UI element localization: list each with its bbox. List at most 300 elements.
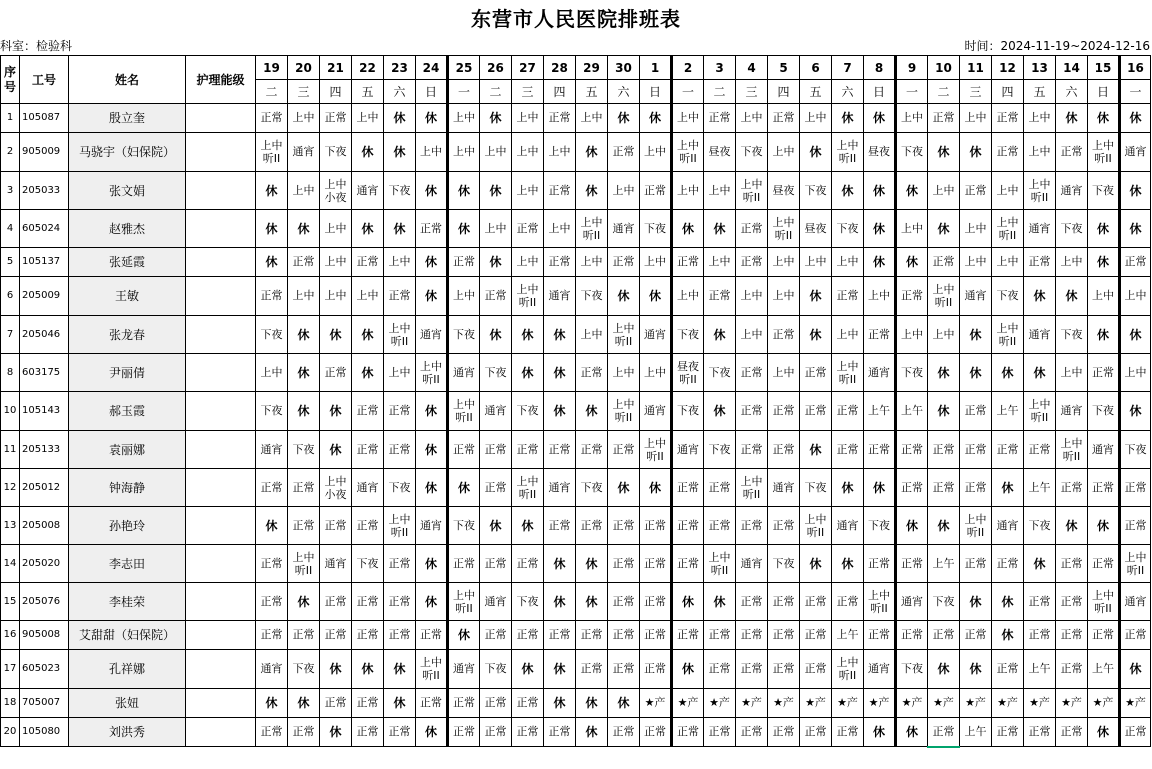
shift-cell: ★产 bbox=[1056, 689, 1088, 718]
shift-cell: 正常 bbox=[992, 650, 1024, 689]
level-cell bbox=[186, 718, 256, 747]
shift-cell: 休 bbox=[544, 354, 576, 392]
shift-cell: 上中 听II bbox=[288, 545, 320, 583]
shift-cell: 下夜 bbox=[288, 650, 320, 689]
shift-cell: 正常 bbox=[1024, 431, 1056, 469]
shift-cell: 休 bbox=[1120, 210, 1151, 248]
shift-cell: 休 bbox=[864, 248, 896, 277]
shift-cell: 上中 bbox=[704, 172, 736, 210]
shift-cell: 休 bbox=[576, 172, 608, 210]
shift-cell: 通宵 bbox=[672, 431, 704, 469]
shift-cell: 上中 bbox=[896, 316, 928, 354]
shift-cell: 正常 bbox=[288, 621, 320, 650]
shift-cell: 正常 bbox=[576, 431, 608, 469]
seq-cell: 1 bbox=[1, 104, 20, 133]
shift-cell: 上中 bbox=[384, 354, 416, 392]
table-row bbox=[1, 507, 1151, 545]
shift-cell: 休 bbox=[320, 650, 352, 689]
shift-cell: 上午 bbox=[896, 392, 928, 431]
shift-cell: ★产 bbox=[736, 689, 768, 718]
shift-cell: 正常 bbox=[768, 650, 800, 689]
shift-cell: 上中 bbox=[1088, 277, 1120, 316]
shift-cell: 正常 bbox=[320, 354, 352, 392]
shift-cell: 昼夜 bbox=[704, 133, 736, 172]
shift-cell: 通宵 bbox=[960, 277, 992, 316]
shift-cell: 正常 bbox=[704, 469, 736, 507]
shift-cell: 上中 bbox=[512, 248, 544, 277]
shift-cell: 正常 bbox=[736, 583, 768, 621]
shift-cell: 正常 bbox=[928, 431, 960, 469]
shift-cell: 下夜 bbox=[1088, 392, 1120, 431]
name-cell: 尹丽倩 bbox=[69, 354, 186, 392]
shift-cell: 休 bbox=[928, 392, 960, 431]
shift-cell: 正常 bbox=[576, 507, 608, 545]
shift-cell: 正常 bbox=[320, 507, 352, 545]
shift-cell: 正常 bbox=[1120, 248, 1151, 277]
shift-cell: 下夜 bbox=[832, 210, 864, 248]
shift-cell: 上中 bbox=[768, 133, 800, 172]
shift-cell: 下夜 bbox=[512, 583, 544, 621]
shift-cell: 休 bbox=[512, 316, 544, 354]
shift-cell: 下夜 bbox=[352, 545, 384, 583]
shift-cell: 休 bbox=[832, 469, 864, 507]
shift-cell: ★产 bbox=[928, 689, 960, 718]
shift-cell: 休 bbox=[864, 718, 896, 747]
day-header: 9 bbox=[896, 56, 928, 80]
shift-cell: 下夜 bbox=[736, 133, 768, 172]
shift-cell: 上中 听II bbox=[512, 277, 544, 316]
shift-cell: 正常 bbox=[960, 545, 992, 583]
table-row bbox=[1, 133, 1151, 172]
shift-cell: 上中 听II bbox=[384, 507, 416, 545]
shift-cell: 正常 bbox=[256, 718, 288, 747]
name-cell: 张延霞 bbox=[69, 248, 186, 277]
shift-cell: 休 bbox=[512, 650, 544, 689]
shift-cell: 上中 bbox=[576, 248, 608, 277]
shift-cell: 休 bbox=[416, 469, 448, 507]
shift-cell: 休 bbox=[1120, 172, 1151, 210]
shift-cell: 正常 bbox=[384, 718, 416, 747]
shift-cell: 休 bbox=[480, 316, 512, 354]
shift-cell: 休 bbox=[256, 210, 288, 248]
shift-cell: 通宵 bbox=[1088, 431, 1120, 469]
shift-cell: 通宵 bbox=[1056, 172, 1088, 210]
shift-cell: 昼夜 bbox=[800, 210, 832, 248]
shift-cell: 正常 bbox=[1088, 621, 1120, 650]
shift-cell: 下夜 bbox=[480, 650, 512, 689]
shift-cell: 上中 听II bbox=[576, 210, 608, 248]
shift-cell: 正常 bbox=[384, 277, 416, 316]
shift-cell: 正常 bbox=[896, 469, 928, 507]
shift-cell: 上中 bbox=[416, 133, 448, 172]
name-cell: 张龙春 bbox=[69, 316, 186, 354]
shift-cell: 下夜 bbox=[672, 316, 704, 354]
day-header: 5 bbox=[768, 56, 800, 80]
shift-cell: 下夜 bbox=[288, 431, 320, 469]
name-cell: 王敏 bbox=[69, 277, 186, 316]
id-cell: 205076 bbox=[20, 583, 69, 621]
shift-cell: 休 bbox=[384, 133, 416, 172]
shift-cell: 休 bbox=[704, 210, 736, 248]
shift-cell: 正常 bbox=[256, 469, 288, 507]
shift-cell: 休 bbox=[928, 210, 960, 248]
shift-cell: 下夜 bbox=[896, 133, 928, 172]
shift-cell: 休 bbox=[288, 583, 320, 621]
shift-cell: 通宵 bbox=[448, 354, 480, 392]
shift-cell: 休 bbox=[608, 689, 640, 718]
shift-cell: 上中 bbox=[1024, 133, 1056, 172]
shift-cell: 休 bbox=[1120, 392, 1151, 431]
shift-cell: 上中 bbox=[288, 277, 320, 316]
shift-cell: 休 bbox=[640, 469, 672, 507]
shift-cell: 正常 bbox=[1088, 545, 1120, 583]
shift-cell: 上中 bbox=[320, 210, 352, 248]
shift-cell: 休 bbox=[640, 104, 672, 133]
shift-cell: 正常 bbox=[992, 133, 1024, 172]
shift-cell: 通宵 bbox=[640, 316, 672, 354]
shift-cell: 正常 bbox=[544, 248, 576, 277]
shift-cell: 下夜 bbox=[928, 583, 960, 621]
seq-cell: 15 bbox=[1, 583, 20, 621]
seq-cell: 14 bbox=[1, 545, 20, 583]
shift-cell: 下夜 bbox=[992, 277, 1024, 316]
shift-cell: 正常 bbox=[416, 689, 448, 718]
shift-cell: 通宵 bbox=[1056, 392, 1088, 431]
shift-cell: 正常 bbox=[896, 277, 928, 316]
shift-cell: ★产 bbox=[672, 689, 704, 718]
shift-cell: 正常 bbox=[480, 277, 512, 316]
shift-cell: 通宵 bbox=[416, 507, 448, 545]
weekday-header: 三 bbox=[736, 80, 768, 104]
shift-cell: 休 bbox=[480, 104, 512, 133]
shift-cell: 休 bbox=[864, 469, 896, 507]
id-cell: 205133 bbox=[20, 431, 69, 469]
shift-cell: 休 bbox=[544, 583, 576, 621]
shift-cell: 正常 bbox=[1056, 718, 1088, 747]
shift-cell: 上中 听II bbox=[256, 133, 288, 172]
shift-cell: 休 bbox=[416, 545, 448, 583]
level-cell bbox=[186, 469, 256, 507]
shift-cell: 休 bbox=[608, 277, 640, 316]
shift-cell: 正常 bbox=[864, 316, 896, 354]
shift-cell: 休 bbox=[576, 392, 608, 431]
shift-cell: 正常 bbox=[1088, 469, 1120, 507]
level-header: 护理能级 bbox=[186, 56, 256, 104]
shift-cell: 上中 bbox=[512, 104, 544, 133]
table-row bbox=[1, 316, 1151, 354]
shift-cell: 正常 bbox=[992, 431, 1024, 469]
shift-cell: 通宵 bbox=[256, 650, 288, 689]
shift-cell: 下夜 bbox=[704, 354, 736, 392]
shift-cell: 休 bbox=[672, 583, 704, 621]
shift-cell: 休 bbox=[672, 210, 704, 248]
day-header: 22 bbox=[352, 56, 384, 80]
name-cell: 袁丽娜 bbox=[69, 431, 186, 469]
name-cell: 李桂荣 bbox=[69, 583, 186, 621]
shift-cell: 正常 bbox=[1120, 718, 1151, 747]
shift-cell: 下夜 bbox=[448, 316, 480, 354]
shift-cell: 通宵 bbox=[1120, 583, 1151, 621]
shift-cell: 正常 bbox=[832, 718, 864, 747]
shift-cell: 休 bbox=[288, 210, 320, 248]
name-cell: 郝玉霞 bbox=[69, 392, 186, 431]
shift-cell: 正常 bbox=[384, 545, 416, 583]
shift-cell: 休 bbox=[352, 133, 384, 172]
table-row bbox=[1, 621, 1151, 650]
shift-cell: 休 bbox=[864, 172, 896, 210]
weekday-header: 一 bbox=[448, 80, 480, 104]
shift-cell: 上中 bbox=[384, 248, 416, 277]
shift-cell: 上中 bbox=[832, 248, 864, 277]
weekday-header: 二 bbox=[480, 80, 512, 104]
shift-cell: 上中 听II bbox=[960, 507, 992, 545]
shift-cell: 正常 bbox=[256, 621, 288, 650]
level-cell bbox=[186, 621, 256, 650]
shift-cell: 休 bbox=[640, 277, 672, 316]
day-header: 24 bbox=[416, 56, 448, 80]
id-cell: 105137 bbox=[20, 248, 69, 277]
shift-cell: 正常 bbox=[928, 104, 960, 133]
shift-cell: 休 bbox=[288, 392, 320, 431]
shift-cell: 休 bbox=[800, 431, 832, 469]
shift-cell: 休 bbox=[832, 545, 864, 583]
weekday-header: 二 bbox=[704, 80, 736, 104]
shift-cell: 休 bbox=[1056, 277, 1088, 316]
shift-cell: 通宵 bbox=[416, 316, 448, 354]
table-row bbox=[1, 104, 1151, 133]
day-header: 11 bbox=[960, 56, 992, 80]
id-cell: 905009 bbox=[20, 133, 69, 172]
shift-cell: 下夜 bbox=[1056, 210, 1088, 248]
shift-cell: 休 bbox=[288, 689, 320, 718]
name-cell: 钟海静 bbox=[69, 469, 186, 507]
shift-cell: 正常 bbox=[608, 431, 640, 469]
shift-cell: 上中 听II bbox=[672, 133, 704, 172]
shift-cell: 休 bbox=[704, 583, 736, 621]
shift-cell: 上中 bbox=[672, 172, 704, 210]
shift-cell: 正常 bbox=[544, 718, 576, 747]
shift-cell: 正常 bbox=[960, 172, 992, 210]
name-cell: 殷立奎 bbox=[69, 104, 186, 133]
weekday-header: 一 bbox=[1120, 80, 1151, 104]
shift-cell: 休 bbox=[960, 354, 992, 392]
shift-cell: 下夜 bbox=[672, 392, 704, 431]
seq-header: 序号 bbox=[1, 56, 20, 104]
shift-cell: 正常 bbox=[640, 545, 672, 583]
shift-cell: 上午 bbox=[960, 718, 992, 747]
shift-cell: 休 bbox=[544, 316, 576, 354]
shift-cell: 正常 bbox=[640, 172, 672, 210]
shift-cell: 正常 bbox=[512, 689, 544, 718]
shift-cell: 上中 bbox=[1056, 248, 1088, 277]
shift-cell: 正常 bbox=[288, 469, 320, 507]
level-cell bbox=[186, 133, 256, 172]
name-cell: 刘洪秀 bbox=[69, 718, 186, 747]
shift-cell: 正常 bbox=[800, 650, 832, 689]
weekday-header: 日 bbox=[640, 80, 672, 104]
id-cell: 705007 bbox=[20, 689, 69, 718]
shift-cell: 上中 bbox=[256, 354, 288, 392]
shift-cell: 正常 bbox=[544, 431, 576, 469]
shift-cell: 休 bbox=[864, 104, 896, 133]
shift-cell: 上午 bbox=[992, 392, 1024, 431]
shift-cell: 上中 bbox=[1024, 104, 1056, 133]
shift-cell: 上中 bbox=[640, 248, 672, 277]
shift-cell: 上中 听II bbox=[832, 354, 864, 392]
shift-cell: 上中 bbox=[512, 172, 544, 210]
shift-cell: 下夜 bbox=[1056, 316, 1088, 354]
shift-cell: 正常 bbox=[768, 621, 800, 650]
shift-cell: 正常 bbox=[608, 583, 640, 621]
shift-cell: 正常 bbox=[704, 507, 736, 545]
shift-cell: 上午 bbox=[1024, 469, 1056, 507]
shift-cell: 通宵 bbox=[832, 507, 864, 545]
shift-cell: 上中 小夜 bbox=[320, 172, 352, 210]
shift-cell: 正常 bbox=[480, 621, 512, 650]
shift-cell: 上中 听II bbox=[640, 431, 672, 469]
name-cell: 李志田 bbox=[69, 545, 186, 583]
shift-cell: 上中 bbox=[928, 316, 960, 354]
shift-cell: ★产 bbox=[960, 689, 992, 718]
shift-cell: 上中 bbox=[736, 277, 768, 316]
shift-cell: 正常 bbox=[992, 545, 1024, 583]
shift-cell: 上中 bbox=[480, 133, 512, 172]
shift-cell: 上中 bbox=[736, 104, 768, 133]
shift-cell: 正常 bbox=[352, 431, 384, 469]
shift-cell: 正常 bbox=[544, 172, 576, 210]
day-header: 27 bbox=[512, 56, 544, 80]
weekday-header: 六 bbox=[384, 80, 416, 104]
shift-cell: 上中 bbox=[448, 104, 480, 133]
shift-cell: 上中 听II bbox=[416, 650, 448, 689]
shift-cell: 休 bbox=[256, 507, 288, 545]
day-header: 16 bbox=[1120, 56, 1151, 80]
shift-cell: 通宵 bbox=[896, 583, 928, 621]
seq-cell: 11 bbox=[1, 431, 20, 469]
shift-cell: 正常 bbox=[256, 583, 288, 621]
shift-cell: 休 bbox=[1024, 545, 1056, 583]
shift-cell: 休 bbox=[896, 172, 928, 210]
shift-cell: 上中 听II bbox=[1056, 431, 1088, 469]
day-header: 29 bbox=[576, 56, 608, 80]
name-cell: 艾甜甜（妇保院） bbox=[69, 621, 186, 650]
shift-cell: 通宵 bbox=[448, 650, 480, 689]
shift-cell: 上中 听II bbox=[1088, 583, 1120, 621]
id-cell: 205008 bbox=[20, 507, 69, 545]
shift-cell: 正常 bbox=[288, 248, 320, 277]
page-title: 东营市人民医院排班表 bbox=[471, 7, 681, 31]
weekday-header: 三 bbox=[512, 80, 544, 104]
shift-cell: 休 bbox=[960, 133, 992, 172]
day-header: 12 bbox=[992, 56, 1024, 80]
shift-cell: 休 bbox=[352, 650, 384, 689]
shift-cell: 正常 bbox=[672, 507, 704, 545]
shift-cell: 休 bbox=[704, 316, 736, 354]
shift-cell: 休 bbox=[352, 316, 384, 354]
id-cell: 205020 bbox=[20, 545, 69, 583]
shift-cell: 正常 bbox=[768, 718, 800, 747]
shift-cell: 休 bbox=[1056, 507, 1088, 545]
shift-cell: 下夜 bbox=[384, 469, 416, 507]
shift-cell: 正常 bbox=[832, 392, 864, 431]
shift-cell: 休 bbox=[1088, 248, 1120, 277]
shift-cell: 休 bbox=[928, 133, 960, 172]
shift-cell: 正常 bbox=[1056, 545, 1088, 583]
level-cell bbox=[186, 431, 256, 469]
shift-cell: 休 bbox=[832, 104, 864, 133]
shift-cell: 正常 bbox=[832, 583, 864, 621]
seq-cell: 10 bbox=[1, 392, 20, 431]
weekday-header: 三 bbox=[960, 80, 992, 104]
shift-cell: 上中 bbox=[1056, 354, 1088, 392]
id-cell: 105143 bbox=[20, 392, 69, 431]
shift-cell: 休 bbox=[800, 277, 832, 316]
shift-cell: 正常 bbox=[672, 718, 704, 747]
shift-cell: 正常 bbox=[768, 392, 800, 431]
weekday-header: 六 bbox=[832, 80, 864, 104]
time-range-label: 时间：2024-11-19~2024-12-16 bbox=[964, 39, 1150, 53]
shift-cell: 休 bbox=[1088, 210, 1120, 248]
shift-cell: 正常 bbox=[992, 718, 1024, 747]
shift-cell: 上中 听II bbox=[800, 507, 832, 545]
shift-cell: 正常 bbox=[864, 621, 896, 650]
weekday-header: 三 bbox=[288, 80, 320, 104]
shift-cell: 上中 bbox=[352, 104, 384, 133]
shift-cell: 休 bbox=[480, 507, 512, 545]
shift-cell: 休 bbox=[672, 650, 704, 689]
day-header: 19 bbox=[256, 56, 288, 80]
id-cell: 205012 bbox=[20, 469, 69, 507]
day-header: 6 bbox=[800, 56, 832, 80]
level-cell bbox=[186, 650, 256, 689]
shift-cell: 正常 bbox=[960, 392, 992, 431]
shift-cell: 休 bbox=[832, 172, 864, 210]
shift-cell: 上中 bbox=[352, 277, 384, 316]
shift-cell: 上中 bbox=[640, 354, 672, 392]
shift-cell: 正常 bbox=[576, 621, 608, 650]
shift-cell: 休 bbox=[320, 718, 352, 747]
shift-cell: 正常 bbox=[544, 104, 576, 133]
shift-cell: 休 bbox=[320, 316, 352, 354]
shift-cell: 上中 听II bbox=[512, 469, 544, 507]
shift-cell: 休 bbox=[1120, 650, 1151, 689]
shift-cell: 正常 bbox=[512, 718, 544, 747]
shift-cell: 正常 bbox=[1056, 133, 1088, 172]
shift-cell: 正常 bbox=[896, 545, 928, 583]
shift-cell: 上中 bbox=[960, 210, 992, 248]
weekday-header: 四 bbox=[768, 80, 800, 104]
shift-cell: 上中 bbox=[768, 354, 800, 392]
shift-cell: 通宵 bbox=[288, 133, 320, 172]
shift-cell: 正常 bbox=[928, 621, 960, 650]
shift-cell: 休 bbox=[960, 583, 992, 621]
weekday-header: 日 bbox=[864, 80, 896, 104]
id-cell: 105080 bbox=[20, 718, 69, 747]
day-header: 21 bbox=[320, 56, 352, 80]
shift-cell: ★产 bbox=[1088, 689, 1120, 718]
shift-cell: 下夜 bbox=[704, 431, 736, 469]
shift-cell: 上中 bbox=[640, 133, 672, 172]
name-cell: 孔祥娜 bbox=[69, 650, 186, 689]
shift-cell: 休 bbox=[1024, 354, 1056, 392]
seq-cell: 20 bbox=[1, 718, 20, 747]
shift-cell: 休 bbox=[896, 507, 928, 545]
shift-cell: 休 bbox=[288, 316, 320, 354]
shift-cell: ★产 bbox=[1120, 689, 1151, 718]
shift-cell: 上中 听II bbox=[608, 316, 640, 354]
level-cell bbox=[186, 277, 256, 316]
seq-cell: 8 bbox=[1, 354, 20, 392]
